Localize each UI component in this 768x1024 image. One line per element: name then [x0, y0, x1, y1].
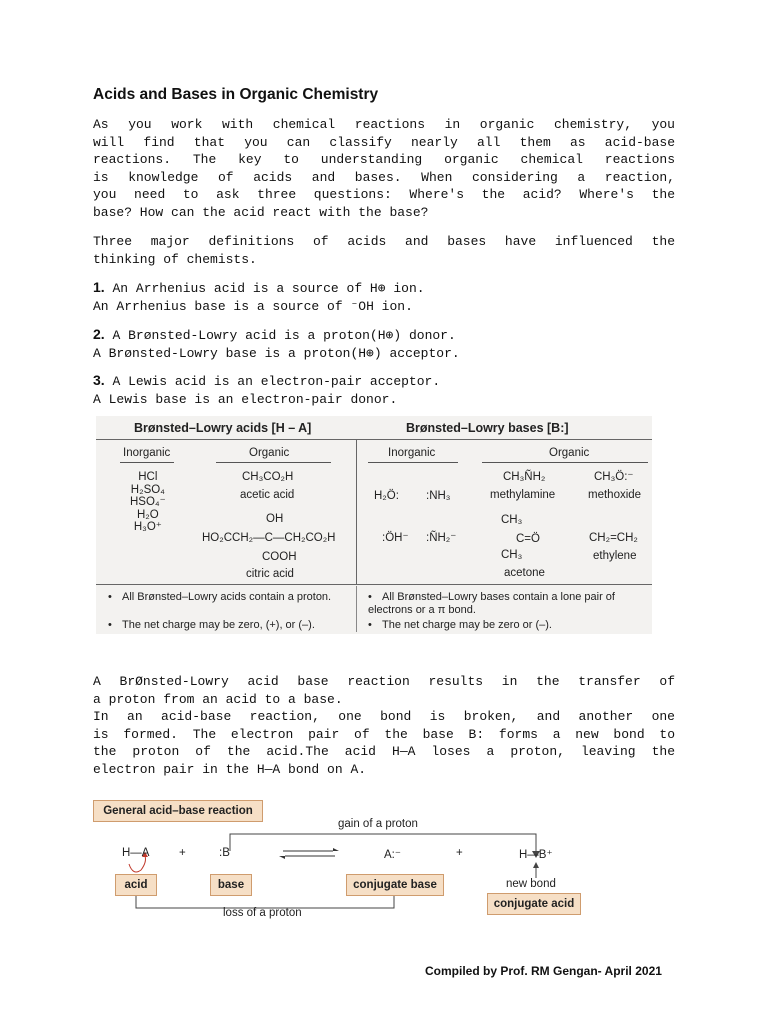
acid-formula: H—A: [122, 847, 150, 859]
acetone-methyl-top: CH₃: [501, 514, 523, 526]
text-line: A BrØnsted-Lowry acid base reaction results in the transfer of: [93, 674, 675, 689]
acid-note: • The net charge may be zero, (+), or (–).: [108, 619, 315, 631]
text-line: base? How can the acid react with the base?: [93, 204, 429, 220]
acid-label-box: acid: [115, 874, 157, 896]
text-line: Three major definitions of acids and bases have influenced the: [93, 234, 675, 249]
methoxide-formula: CH₃Ö:⁻: [594, 471, 634, 483]
text-line: is formed. The electron pair of the base B: forms a new bond to: [93, 726, 675, 742]
text-line: electron pair in the H—A bond on A.: [93, 761, 367, 777]
base-note: • All Brønsted–Lowry bases contain a lone pair of electrons or a π bond.: [368, 591, 615, 616]
bases-organic-heading: Organic: [549, 447, 590, 459]
definition-acid: A Brønsted-Lowry acid is a proton(H⊕) donor.: [104, 328, 456, 343]
heading-underline: [120, 462, 174, 463]
conjugate-base-label-box: conjugate base: [346, 874, 444, 896]
definition-bronsted-lowry: [93, 326, 693, 362]
text-line: reactions. The key to understanding organic chemical reactions: [93, 152, 675, 168]
citric-acid-name: citric acid: [246, 568, 294, 580]
acid-note: • All Brønsted–Lowry acids contain a proton.: [108, 591, 332, 603]
acetone-carbonyl: C=Ö: [516, 533, 540, 545]
hydroxide-base: :ÖH⁻: [382, 532, 409, 544]
bases-header: Brønsted–Lowry bases [B:]: [406, 421, 569, 435]
definition-number: 3.: [93, 372, 105, 388]
definitions-intro: [93, 233, 675, 268]
definition-lewis: [93, 372, 693, 408]
new-bond-label: new bond: [506, 878, 556, 890]
acetone-methyl-bottom: CH₃: [501, 549, 523, 561]
ethylene-name: ethylene: [593, 550, 637, 562]
definition-acid: An Arrhenius acid is a source of H⊕ ion.: [104, 281, 425, 296]
note-text: The net charge may be zero or (–).: [382, 619, 552, 631]
note-text: All Brønsted–Lowry acids contain a proton.: [122, 591, 332, 603]
footer-credit: Compiled by Prof. RM Gengan- April 2021: [425, 964, 662, 978]
amide-base: :ÑH₂⁻: [426, 532, 457, 544]
ammonia-base: :NH₃: [426, 490, 451, 502]
loss-proton-label: loss of a proton: [223, 907, 302, 919]
acetic-acid-name: acetic acid: [240, 489, 295, 501]
bases-inorganic-heading: Inorganic: [388, 447, 436, 459]
table-divider: [356, 439, 357, 584]
citric-acid-cooh: COOH: [262, 551, 297, 563]
acetone-name: acetone: [504, 567, 545, 579]
conjugate-base-formula: A:⁻: [384, 849, 401, 861]
note-text: The net charge may be zero, (+), or (–).: [122, 619, 315, 631]
intro-paragraph: [93, 116, 675, 222]
page-title: Acids and Bases in Organic Chemistry: [93, 86, 379, 103]
ethylene-formula: CH₂=CH₂: [589, 532, 638, 544]
citric-acid-formula: HO₂CCH₂—C—CH₂CO₂H: [202, 532, 336, 544]
acid-base-reaction-diagram: [93, 796, 593, 926]
citric-acid-oh: OH: [266, 513, 284, 525]
definition-number: 2.: [93, 326, 105, 342]
text-line: As you work with chemical reactions in organic chemistry, you: [93, 117, 675, 132]
base-formula: :B: [219, 847, 230, 859]
text-line: a proton from an acid to a base.: [93, 691, 343, 707]
acetic-acid-formula: CH₃CO₂H: [242, 471, 294, 483]
text-line: is knowledge of acids and bases. When considering a reaction,: [93, 169, 675, 185]
definition-base: A Lewis base is an electron-pair donor.: [93, 391, 398, 407]
definition-base: An Arrhenius base is a source of ⁻OH ion.: [93, 298, 413, 314]
table-rule: [96, 439, 652, 440]
text-line: you need to ask three questions: Where's the acid? Where's the: [93, 187, 675, 203]
definition-base: A Brønsted-Lowry base is a proton(H⊕) acceptor.: [93, 345, 460, 361]
water-base: H₂Ö:: [374, 490, 399, 502]
bronsted-lowry-table: [96, 416, 652, 634]
definition-acid: A Lewis acid is an electron-pair acceptor.: [104, 374, 441, 389]
text-line: the proton of the acid.The acid H—A loses a proton, leaving the: [93, 744, 675, 760]
methylamine-name: methylamine: [490, 489, 556, 501]
text-line: will find that you can classify nearly all them as acid-base: [93, 134, 675, 150]
reaction-paragraph: [93, 673, 675, 779]
methoxide-name: methoxide: [588, 489, 642, 501]
table-rule: [96, 584, 652, 585]
note-text: All Brønsted–Lowry bases contain a lone pair of electrons or a π bond.: [368, 591, 615, 616]
conjugate-acid-label-box: conjugate acid: [487, 893, 581, 915]
heading-underline: [216, 462, 331, 463]
plus-sign: +: [179, 847, 186, 859]
heading-underline: [368, 462, 458, 463]
base-note: • The net charge may be zero or (–).: [368, 619, 552, 631]
conjugate-acid-formula: H—B⁺: [519, 849, 553, 861]
definition-arrhenius: [93, 279, 693, 315]
gain-proton-label: gain of a proton: [338, 818, 418, 830]
inorganic-acids-list: HCl H₂SO₄ HSO₄⁻ H₂O H₃O⁺: [130, 471, 166, 533]
definition-number: 1.: [93, 279, 105, 295]
plus-sign: +: [456, 847, 463, 859]
text-line: thinking of chemists.: [93, 251, 257, 267]
methylamine-formula: CH₃ÑH₂: [503, 471, 546, 483]
diagram-title-box: General acid–base reaction: [93, 800, 263, 822]
heading-underline: [482, 462, 648, 463]
table-divider: [356, 586, 357, 632]
acids-header: Brønsted–Lowry acids [H – A]: [134, 421, 312, 435]
text-line: In an acid-base reaction, one bond is broken, and another one: [93, 709, 675, 725]
acids-inorganic-heading: Inorganic: [123, 447, 171, 459]
base-label-box: base: [210, 874, 252, 896]
acids-organic-heading: Organic: [249, 447, 290, 459]
